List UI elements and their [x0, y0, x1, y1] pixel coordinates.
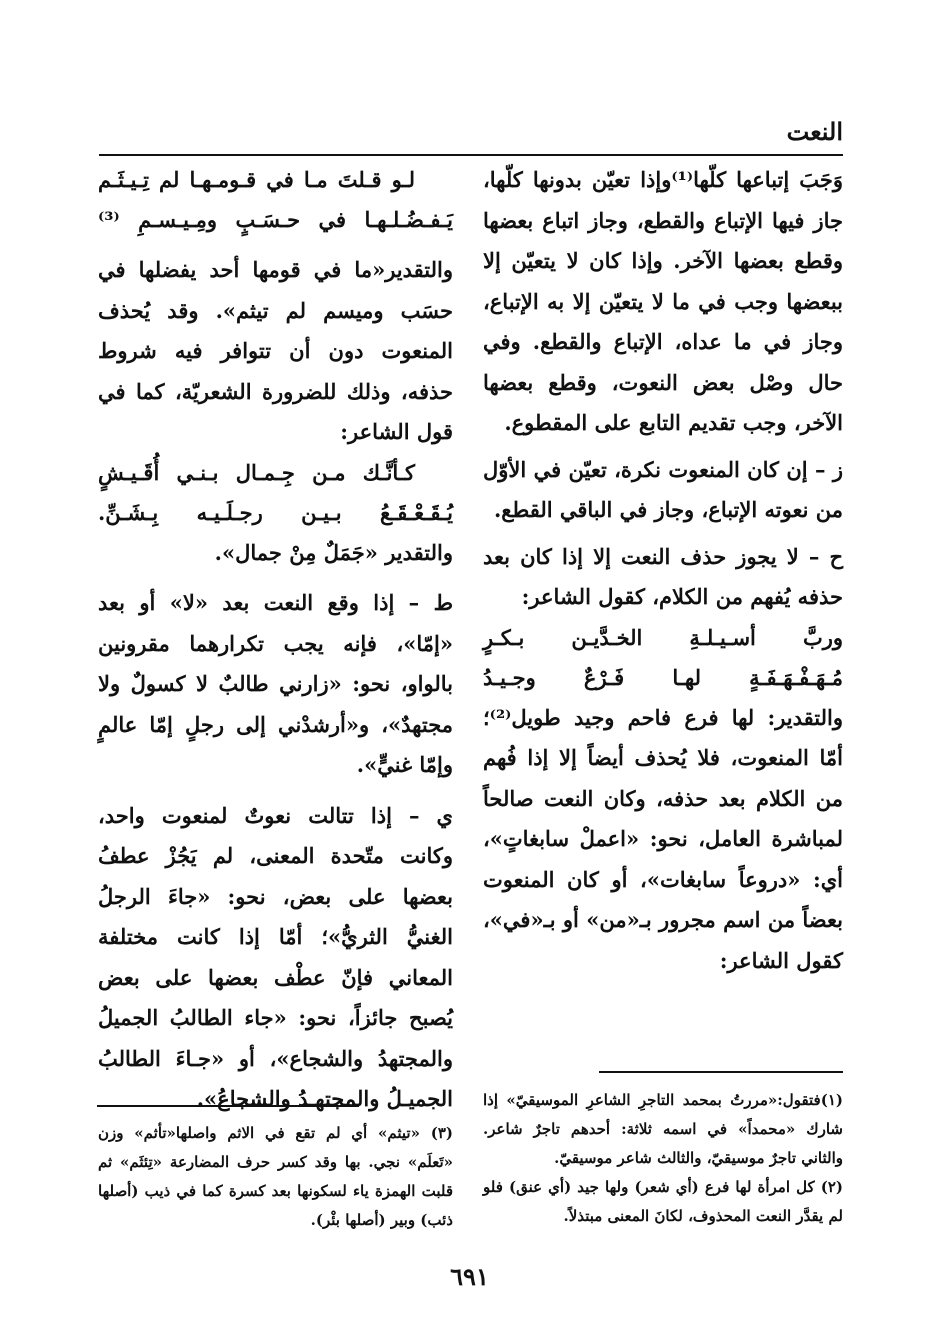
paragraph-itbaa: وَجَبَ إتباعها كلّها⁽¹⁾وإذا تعيّن بدونها كلّها، جاز فيها الإتباع والقطع، وجاز اتباع بعضها وقطع بعضها الآخر. وإذا كان لا يتعيّن إلا ببعضها وجب في ما لا يتعيّن إلا به الإتباع، وجاز في ما عداه، الإتباع والقطع. وفي حال وصْل بعض النعوت، وقطع بعضها الآخر، وجب تقديم التابع على المقطوع. [483, 167, 844, 435]
paragraph-taqdir: والتقدير: لها فرع فاحم وجيد طويل⁽²⁾؛ أمّا المنعوت، فلا يُحذف أيضاً إلا إذا فُهم من الكلام بعد حذفه، وكان النعت صالحاً لمباشرة العامل، نحو: «اعملْ سابغاتٍ»، أي: «دروعاً سابغات»، أو كان المنعوت بعضاً من اسم مجرور بـ«من» أو بـ«في»، كقول الشاعر: [483, 704, 843, 973]
paragraph-zay: ز – إن كان المنعوت نكرة، تعيّن في الأوّل من نعوته الإتباع، وجاز في الباقي القطع. [483, 456, 843, 522]
verse-line: وربَّ أسـيـلـةِ الخـدَّيـن بـكـرٍ [483, 624, 843, 650]
footnotes-right [483, 1086, 843, 1231]
verse-line: كـأنَّـك مـن جِـمـال بـنـي أُقَـيـشٍ [98, 459, 415, 485]
paragraph-yaa: ي – إذا تتالت نعوتٌ لمنعوت واحد، وكانت متّحدة المعنى، لم يَجُزْ عطفُ بعضها على بعض، نحو: «جاءَ الرجلُ الغنيُّ الثريُّ»؛ أمّا إذا كانت مختلفة المعاني فإنّ عطْف بعضها على بعض يُصبح جائزاً، نحو: «جاء الطالبُ الجميلُ والمجتهدُ والشجاع»، أو «جـاءَ الطالبُ الجميـلُ والمجتهـدُ والشجاعُ». [98, 802, 453, 1111]
header-rule [99, 154, 843, 156]
verse-line: يَـفـضُـلـهـا في حـسَـبٍ ومِـيـسـمِ ⁽³⁾ [98, 207, 453, 232]
verse-line: يُـقَـعْـقَـعُ بـيـن رجـلَـيـه بِـشَـنِّ. [98, 499, 453, 525]
running-title: النعت [786, 117, 843, 146]
footnote: (٣) «تيثم» أي لم تقع في الاثم واصلها«تأثم» وزن «تَعلَم» نجي. بها وقد كسر حرف المضارعة «تِئثَم» ثم قلبت الهمزة ياء لسكونها بعد كسرة كما في ذيب (أصلها ذئب) وبير (أصلها بئْر). [98, 1124, 453, 1229]
left-column [98, 160, 453, 1120]
verse-line: مُـهَـفْـهَـفَـةٍ لهـا فَـرْعٌ وجـيـدُ [483, 664, 843, 690]
page-header [99, 112, 843, 156]
page-number: ٦٩١ [450, 1262, 489, 1291]
footnote: (١)فتقول:«مررتُ بمحمد التاجرِ الشاعرِ الموسيقيّ» إذا شارك «محمداً» في اسمه ثلاثة: أحدهم تاجرٌ شاعر. والثاني تاجرٌ موسيقيّ، والثالث شاعر موسيقيّ. [483, 1091, 843, 1167]
paragraph-jamal: والتقدير «جَمَلٌ مِنْ جمال». [214, 539, 453, 565]
verse-line: لـو قـلتَ مـا في قـومـهـا لم تِـيـثَـم [98, 167, 415, 192]
paragraph-haa: ح – لا يجوز حذف النعت إلا إذا كان بعد حذفه يُفهم من الكلام، كقول الشاعر: [483, 543, 843, 609]
footnote: (٢) كل امرأة لها فرع (أي شعر) ولها جيد (أي عنق) فلو لم يقدَّر النعت المحذوف، لكانَ المعنى مبتذلاً. [483, 1178, 843, 1225]
paragraph-taa: ط – إذا وقع النعت بعد «لا» أو بعد «إمّا»، فإنه يجب تكرارهما مقرونين بالواو، نحو: «زارني طالبٌ لا كسولٌ ولا مجتهدٌ»، و«أرشدْني إلى رجلٍ إمّا عالمٍ وإمّا غنيٍّ». [98, 590, 453, 777]
paragraph-taqdir-yathim: والتقدير«ما في قومها أحد يفضلها في حسَب وميسم لم تيثم». وقد يُحذف المنعوت دون أن تتوافر فيه شروط حذفه، وذلك للضرورة الشعريّة، كما في قول الشاعر: [98, 257, 453, 444]
footnote-rule [599, 1071, 843, 1073]
footnotes-left [98, 1119, 453, 1235]
footnote-rule [97, 1105, 359, 1107]
right-column [483, 160, 843, 981]
